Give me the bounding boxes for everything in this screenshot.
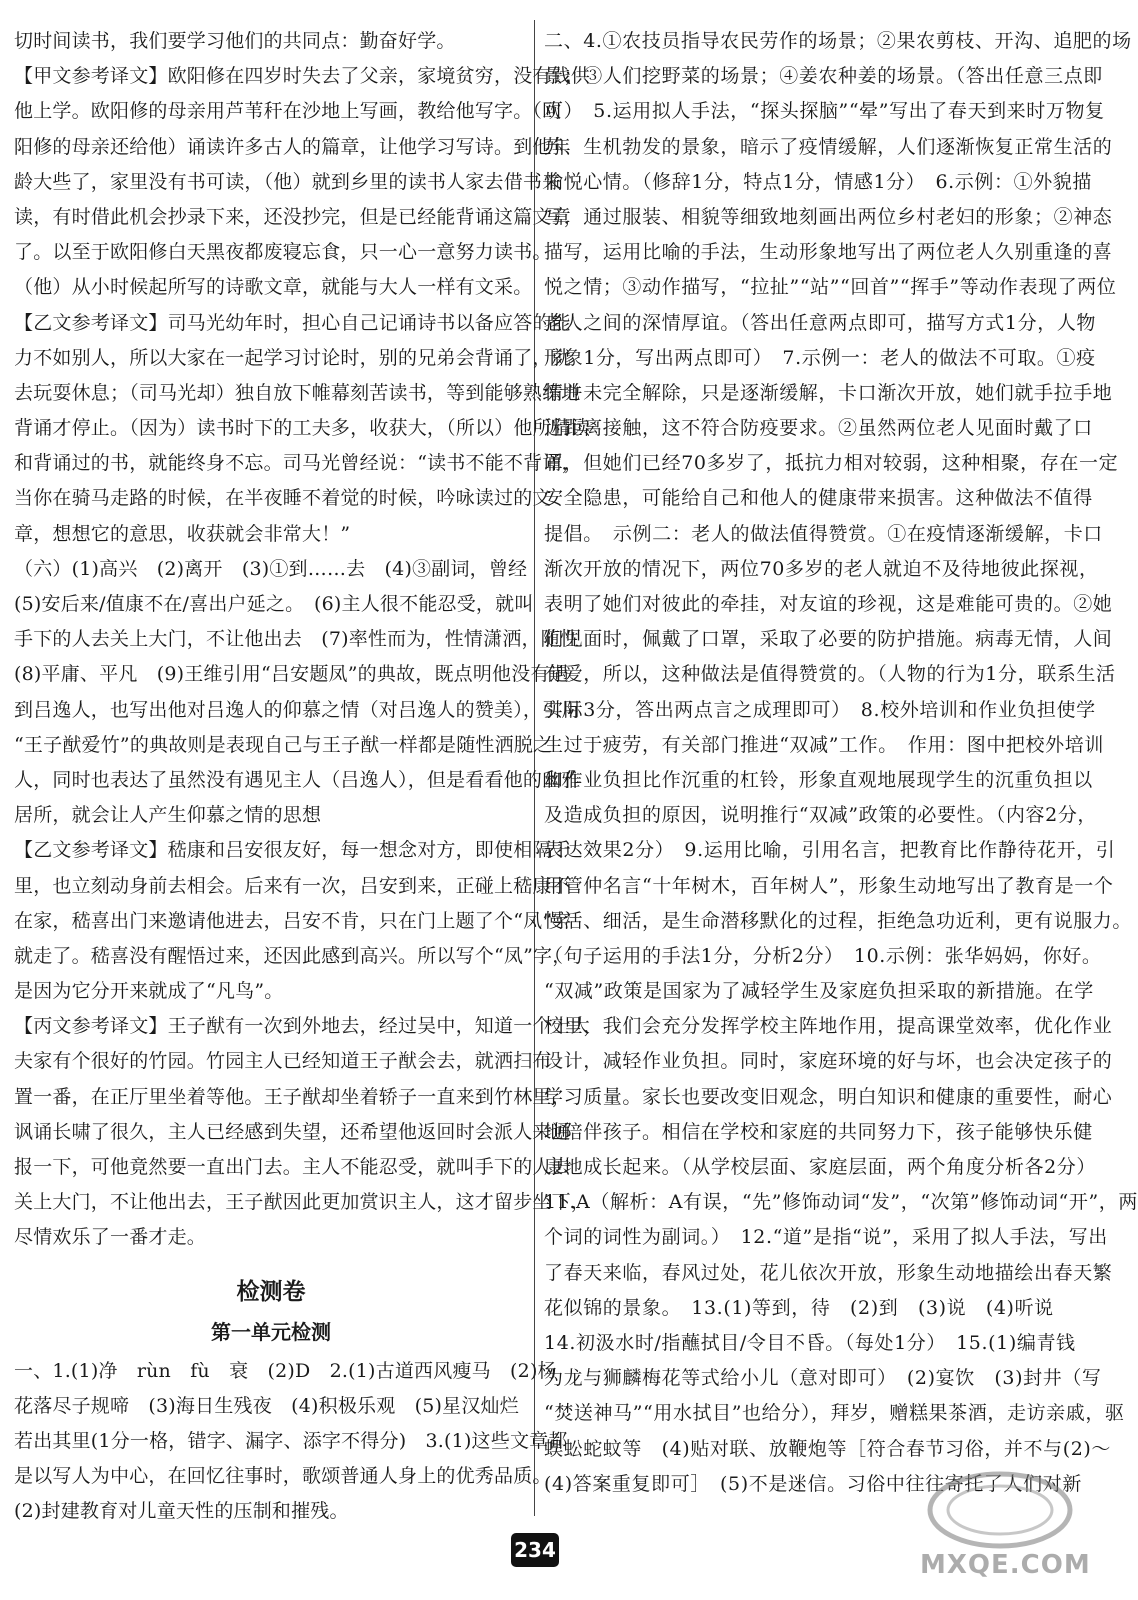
text-line: 为龙与狮麟梅花等式给小儿（意对即可） (2)宴饮 (3)封井（写 — [544, 1367, 1102, 1390]
text-line: 实际3分，答出两点言之成理即可） 8.校外培训和作业负担使学 — [544, 698, 1096, 721]
text-line: (2)封建教育对儿童天性的压制和摧残。 — [14, 1500, 349, 1523]
subsection-title: 第一单元检测 — [211, 1319, 331, 1344]
text-line: 悦之情；③动作描写，“拉扯”“站”“回首”“挥手”等动作表现了两位 — [544, 276, 1117, 299]
text-line: (4)答案重复即可］ (5)不是迷信。习俗中往往寄托了人们对新 — [544, 1472, 1082, 1495]
text-line: 到吕逸人，也写出他对吕逸人的仰慕之情（对吕逸人的赞美），引用 — [14, 698, 581, 721]
text-line: 读，有时借此机会抄录下来，还没抄完，但是已经能背诵这篇文章 — [14, 205, 571, 228]
text-line: 形象1分，写出两点即可） 7.示例一：老人的做法不可取。①疫 — [544, 346, 1096, 369]
text-line: 和背诵过的书，就能终身不忘。司马光曾经说：“读书不能不背诵， — [14, 452, 581, 475]
text-line: 康地成长起来。（从学校层面、家庭层面，两个角度分析各2分） — [544, 1156, 1096, 1178]
text-line: 了春天来临，春风过处，花儿依次开放，形象生动地描绘出春天繁 — [544, 1261, 1113, 1284]
text-line: 可） 5.运用拟人手法，“探头探脑”“晕”写出了春天到来时万物复 — [544, 100, 1105, 123]
text-line: 关上大门，不让他出去，王子猷因此更加赏识主人，这才留步坐下， — [14, 1191, 591, 1214]
text-line: 手下的人去关上大门，不让他出去 (7)率性而为，性情潇洒，随性 — [14, 628, 580, 651]
text-line: “王子猷爱竹”的典故则是表现自己与王子猷一样都是随性洒脱之 — [14, 733, 553, 756]
text-line: 他上学。欧阳修的母亲用芦苇秆在沙地上写画，教给他写字。（欧 — [14, 100, 562, 123]
text-line: (5)安后来/值康不在/喜出户延之。 (6)主人很不能忍受，就叫 — [14, 593, 534, 615]
text-line: 人，同时也表达了虽然没有遇见主人（吕逸人），但是看看他的幽雅 — [14, 768, 581, 791]
text-line: 个词的词性为副词。） 12.“道”是指“说”，采用了拟人手法，写出 — [544, 1226, 1108, 1249]
text-line: 是以写人为中心，在回忆往事时，歌颂普通人身上的优秀品质。 — [14, 1465, 552, 1488]
text-line: 蜈蚣蛇蚊等 (4)贴对联、放鞭炮等［符合春节习俗，并不与(2)～ — [544, 1437, 1112, 1460]
text-line: 罩，但她们已经70多岁了，抵抗力相对较弱，这种相聚，存在一定 — [544, 452, 1119, 475]
text-line: 生过于疲劳，有关部门推进“双减”工作。 作用：图中把校外培训 — [544, 733, 1104, 756]
text-line: 设计，减轻作业负担。同时，家庭环境的好与坏，也会决定孩子的 — [544, 1050, 1113, 1073]
text-line: 渐次开放的情况下，两位70多岁的老人就迫不及待地彼此探视， — [544, 557, 1099, 580]
text-line: 14.初汲水时/指蘸拭目/令目不昏。（每处1分） 15.(1)编青钱 — [544, 1331, 1076, 1354]
text-line: 花落尽子规啼 (3)海日生残夜 (4)积极乐观 (5)星汉灿烂 — [14, 1394, 519, 1417]
text-line: 近距离接触，这不符合防疫要求。②虽然两位老人见面时戴了口 — [544, 417, 1093, 440]
text-line: 龄大些了，家里没有书可读，（他）就到乡里的读书人家去借书来 — [14, 170, 562, 193]
text-line: （他）从小时候起所写的诗歌文章，就能与大人一样有文采。 — [14, 276, 533, 299]
text-line: 切时间读书，我们要学习他们的共同点：勤奋好学。 — [14, 30, 456, 52]
text-line: 置一番，在正厅里坐着等他。王子猷却坐着轿子一直来到竹林里， — [14, 1085, 571, 1108]
left-column — [14, 24, 591, 1530]
text-line: 和作业负担比作沉重的杠铃，形象直观地展现学生的沉重负担以 — [544, 768, 1093, 791]
text-line: “双减”政策是国家为了减轻学生及家庭负担采取的新措施。在学 — [544, 980, 1094, 1003]
text-line: 景；③人们挖野菜的场景；④姜农种姜的场景。（答出任意三点即 — [544, 65, 1103, 88]
text-line: 学习质量。家长也要改变旧观念，明白知识和健康的重要性，耐心 — [544, 1085, 1113, 1108]
text-line: 章，想想它的意思，收获就会非常大！” — [14, 522, 351, 545]
page-number: 234 — [511, 1533, 559, 1567]
watermark-logo — [920, 1466, 1091, 1590]
text-line: 花似锦的景象。 13.(1)等到，待 (2)到 (3)说 (4)听说 — [544, 1296, 1054, 1319]
watermark-text: MXQE.COM — [920, 1550, 1091, 1580]
text-line: 描写，运用比喻的手法，生动形象地写出了两位老人久别重逢的喜 — [544, 241, 1113, 264]
text-line: 夫家有个很好的竹园。竹园主人已经知道王子猷会去，就洒扫布 — [14, 1050, 552, 1073]
text-line: 表达效果2分） 9.运用比喻，引用名言，把教育比作静待花开，引 — [544, 839, 1116, 862]
text-line: 了。以至于欧阳修白天黑夜都废寝忘食，只一心一意努力读书。 — [14, 241, 552, 264]
section-title: 检测卷 — [236, 1278, 306, 1305]
text-line: 讽诵长啸了很久，主人已经感到失望，还希望他返回时会派人来通 — [14, 1120, 571, 1143]
right-column — [544, 24, 1138, 1502]
text-line: 情并未完全解除，只是逐渐缓解，卡口渐次开放，她们就手拉手地 — [544, 381, 1113, 404]
text-line: 就走了。嵇喜没有醒悟过来，还因此感到高兴。所以写个“凤”字， — [14, 944, 572, 967]
text-line: 愉悦心情。（修辞1分，特点1分，情感1分） 6.示例：①外貌描 — [544, 170, 1092, 193]
text-line: 写，通过服装、相貌等细致地刻画出两位乡村老妇的形象；②神态 — [544, 205, 1113, 228]
text-line: 们见面时，佩戴了口罩，采取了必要的防护措施。病毒无情，人间 — [544, 628, 1113, 651]
text-line: 一、1.(1)净 rùn fù 衰 (2)D 2.(1)古道西风瘦马 (2)杨 — [14, 1359, 557, 1382]
text-line: 当你在骑马走路的时候，在半夜睡不着觉的时候，吟咏读过的文 — [14, 487, 552, 510]
text-line: 提倡。 示例二：老人的做法值得赞赏。①在疫情逐渐缓解，卡口 — [544, 522, 1103, 545]
text-line: 11.A（解析：A有误，“先”修饰动词“发”，“次第”修饰动词“开”，两 — [544, 1191, 1138, 1214]
text-line: 【乙文参考译文】嵇康和吕安很友好，每一想念对方，即使相隔千 — [14, 839, 571, 862]
text-line: “焚送神马”“用水拭目”也给分），拜岁，赠糕果茶酒，走访亲戚，驱 — [544, 1402, 1125, 1425]
text-line: 里，也立刻动身前去相会。后来有一次，吕安到来，正碰上嵇康不 — [14, 874, 571, 897]
text-line: 居所，就会让人产生仰慕之情的思想 — [14, 804, 322, 827]
text-line: (8)平庸、平凡 (9)王维引用“吕安题凤”的典故，既点明他没有遇 — [14, 663, 569, 686]
text-line: （句子运用的手法1分，分析2分） 10.示例：张华妈妈，你好。 — [544, 944, 1102, 967]
text-line: 及造成负担的原因，说明推行“双减”政策的必要性。（内容2分， — [544, 804, 1098, 827]
text-line: 【乙文参考译文】司马光幼年时，担心自己记诵诗书以备应答的能 — [14, 311, 571, 334]
text-line: 二、4.①农技员指导农民劳作的场景；②果农剪枝、开沟、追肥的场 — [544, 30, 1132, 52]
text-line: 若出其里(1分一格，错字、漏字、添字不得分) 3.(1)这些文章都 — [14, 1429, 568, 1452]
text-line: 安全隐患，可能给自己和他人的健康带来损害。这种做法不值得 — [544, 487, 1093, 510]
text-line: 慢活、细活，是生命潜移默化的过程，拒绝急功近利，更有说服力。 — [544, 909, 1133, 932]
text-line: 【丙文参考译文】王子猷有一次到外地去，经过吴中，知道一个士大 — [14, 1015, 591, 1038]
text-line: 在家，嵇喜出门来邀请他进去，吕安不肯，只在门上题了个“凤”字 — [14, 909, 572, 932]
text-line: 力不如别人，所以大家在一起学习讨论时，别的兄弟会背诵了，就 — [14, 346, 571, 369]
text-line: 老人之间的深情厚谊。（答出任意两点即可，描写方式1分，人物 — [544, 311, 1096, 334]
text-line: 是因为它分开来就成了“凡鸟”。 — [14, 980, 284, 1003]
text-line: 尽情欢乐了一番才走。 — [14, 1226, 207, 1249]
text-line: 【甲文参考译文】欧阳修在四岁时失去了父亲，家境贫穷，没有钱供 — [14, 65, 591, 88]
text-line: 苏、生机勃发的景象，暗示了疫情缓解，人们逐渐恢复正常生活的 — [544, 135, 1113, 158]
text-line: 去玩耍休息；（司马光却）独自放下帷幕刻苦读书，等到能够熟练地 — [14, 381, 581, 404]
text-line: 背诵才停止。（因为）读书时下的工夫多，收获大，（所以）他所精读 — [14, 417, 591, 440]
text-line: 校里，我们会充分发挥学校主阵地作用，提高课堂效率，优化作业 — [544, 1015, 1113, 1038]
text-line: 阳修的母亲还给他）诵读许多古人的篇章，让他学习写诗。到他年 — [14, 135, 571, 158]
text-line: 用管仲名言“十年树木，百年树人”，形象生动地写出了教育是一个 — [544, 874, 1114, 897]
text-line: 报一下，可他竟然要一直出门去。主人不能忍受，就叫手下的人去 — [14, 1156, 571, 1178]
text-line: 表明了她们对彼此的牵挂，对友谊的珍视，这是难能可贵的。②她 — [544, 593, 1113, 615]
text-line: 地陪伴孩子。相信在学校和家庭的共同努力下，孩子能够快乐健 — [544, 1120, 1093, 1143]
watermark-emblem-icon — [920, 1466, 1080, 1556]
text-line: 有爱，所以，这种做法是值得赞赏的。（人物的行为1分，联系生活 — [544, 663, 1116, 686]
text-line: （六）(1)高兴 (2)离开 (3)①到……去 (4)③副词，曾经 — [14, 557, 528, 580]
